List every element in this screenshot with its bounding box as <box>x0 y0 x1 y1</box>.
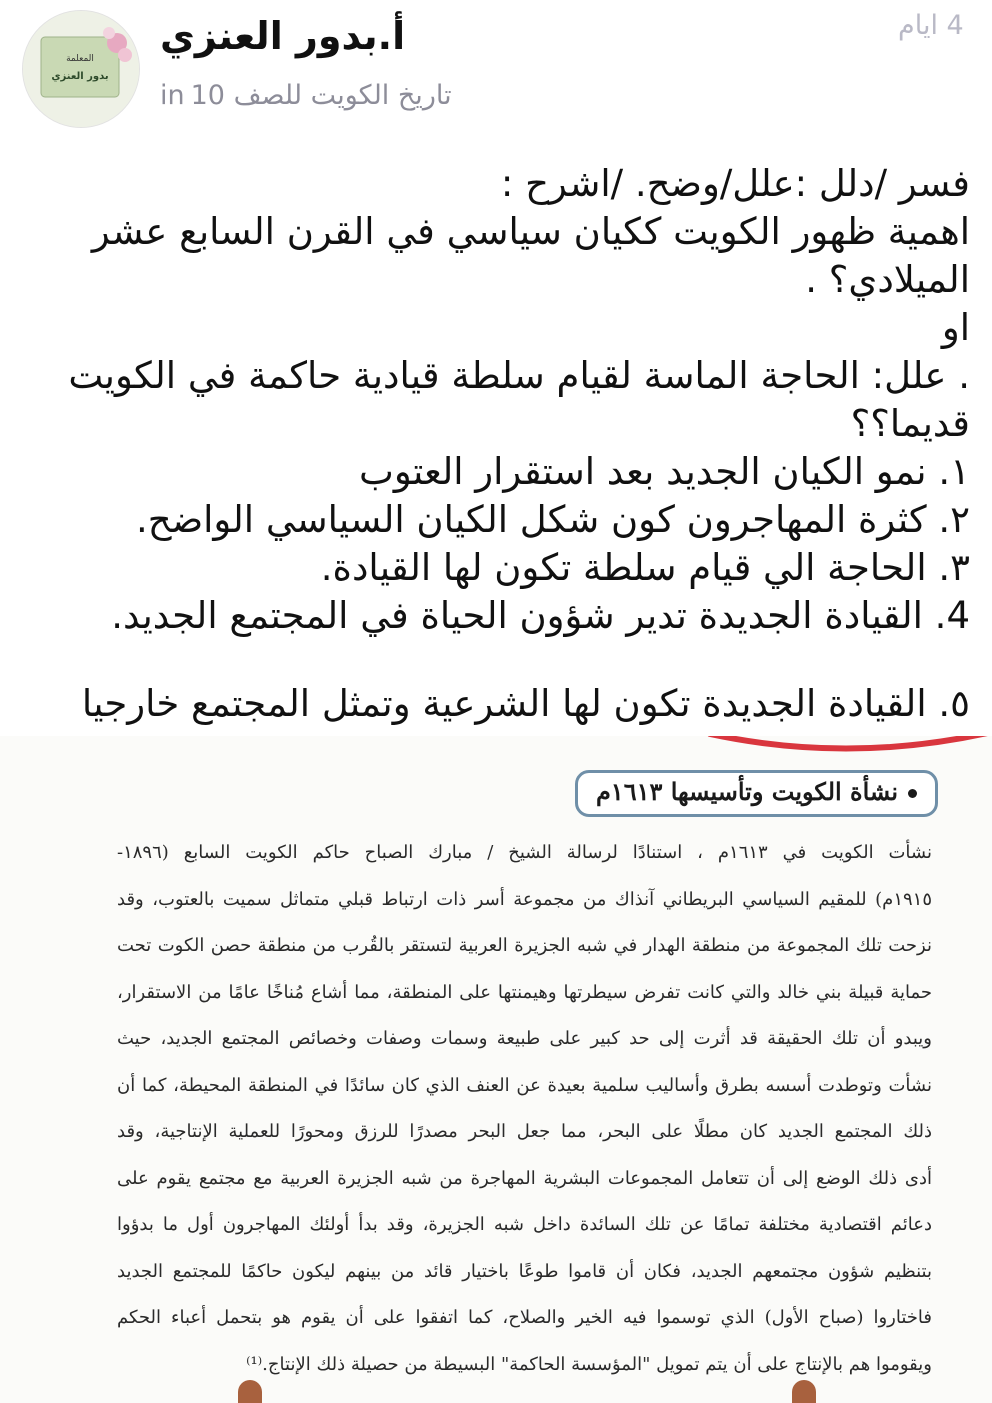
post-line: فسر /دلل :علل/وضح. /اشرح : <box>500 162 970 205</box>
post-line: الميلادي؟ . <box>805 258 970 301</box>
post-line: 4. القيادة الجديدة تدير شؤون الحياة في المجتمع الجديد. <box>111 594 970 637</box>
book-line: نشأت الكويت في ١٦١٣م ، استنادًا لرسالة الشيخ / مبارك الصباح حاكم الكويت السابع (١٨٩٦- <box>117 842 932 863</box>
post-body <box>40 160 970 728</box>
post-spacer <box>40 640 970 680</box>
book-line: نزحت تلك المجموعة من منطقة الهدار في شبه الجزيرة العربية لتستقر بالقُرب من منطقة حصن الكوت تحت <box>117 935 932 956</box>
post-line: . علل: الحاجة الماسة لقيام سلطة قيادية حاكمة في الكويت <box>68 354 970 397</box>
group-line <box>160 80 452 111</box>
post-header <box>0 0 992 140</box>
post-line: اهمية ظهور الكويت ككيان سياسي في القرن السابع عشر <box>91 210 970 253</box>
red-arc-decoration <box>700 736 992 760</box>
section-title: نشأة الكويت وتأسيسها ١٦١٣م <box>595 777 898 806</box>
section-title-box <box>575 770 938 817</box>
post-line: ١. نمو الكيان الجديد بعد استقرار العتوب <box>359 450 970 493</box>
author-name[interactable]: أ.بدور العنزي <box>160 14 406 58</box>
post-line: قديما؟؟ <box>850 402 970 445</box>
page-marker-right-icon <box>792 1380 816 1403</box>
post-time: 4 ايام <box>898 10 964 41</box>
book-line: نشأت وتوطدت أسسه بطرق وأساليب سلمية بعيدة عن العنف الذي كان سائدًا في المنطقة المحيطة، كما أن <box>117 1074 932 1096</box>
page-marker-left-icon <box>238 1380 262 1403</box>
in-label: in <box>160 80 185 111</box>
book-line: حماية قبيلة بني خالد والتي كانت تفرض سيطرتها وهيمنتها على المنطقة، مما أشاع مُناخًا عامًا من الاستقرار، <box>117 981 932 1003</box>
post-line-last: ٥. القيادة الجديدة تكون لها الشرعية وتمثل المجتمع خارجيا <box>81 682 970 725</box>
attached-book-page[interactable] <box>0 736 992 1403</box>
bullet-icon <box>908 789 917 798</box>
group-name[interactable]: تاريخ الكويت للصف 10 <box>190 80 452 111</box>
book-line: ذلك المجتمع الجديد كان مطلًا على البحر، مما جعل البحر مصدرًا للرزق ومحورًا للعملية الإنتاجية، وقد <box>117 1121 932 1142</box>
book-line: فاختاروا (صباح الأول) الذي توسموا فيه الخير والصلاح، كما اتفقوا على أن يقوم هو بتحمل أعباء الحكم <box>117 1307 932 1328</box>
avatar-text-1: المعلمة <box>66 54 94 64</box>
avatar-text-2: بدور العنزي <box>51 71 109 82</box>
post-line: ٣. الحاجة الي قيام سلطة تكون لها القيادة. <box>320 546 970 589</box>
book-line: ١٩١٥م) للمقيم السياسي البريطاني آنذاك من مجموعة أسر ذات ارتباط قبلي متماثل سميت بالعتوب، وقد <box>117 888 932 910</box>
avatar-image <box>23 11 139 127</box>
post-line: او <box>941 306 970 349</box>
book-paragraph <box>117 830 932 1388</box>
post-line: ٢. كثرة المهاجرون كون شكل الكيان السياسي الواضح. <box>136 498 970 541</box>
book-line: أدى ذلك الوضع إلى أن تتعامل المجموعات البشرية المهاجرة من شبه الجزيرة العربية مع مجتمع يقوم على <box>117 1167 932 1189</box>
book-line: دعائم اقتصادية مختلفة تمامًا عن تلك السائدة داخل شبه الجزيرة، وقد بدأ أولئك المهاجرون أول ما بدؤوا <box>117 1214 932 1235</box>
author-avatar[interactable] <box>22 10 140 128</box>
book-line: ويقوموا هم بالإنتاج على أن يتم تمويل "المؤسسة الحاكمة" البسيطة من حصيلة ذلك الإنتاج.⁽¹⁾ <box>246 1353 932 1375</box>
book-line: بتنظيم شؤون مجتمعهم الجديد، فكان أن قاموا طوعًا باختيار قائد من بينهم ليكون حاكمًا للمجتمع الجديد <box>117 1260 932 1282</box>
book-line: ويبدو أن تلك الحقيقة قد أثرت إلى حد كبير على طبيعة وسمات وصفات وخصائص المجتمع الجديد، حيث <box>117 1028 932 1049</box>
